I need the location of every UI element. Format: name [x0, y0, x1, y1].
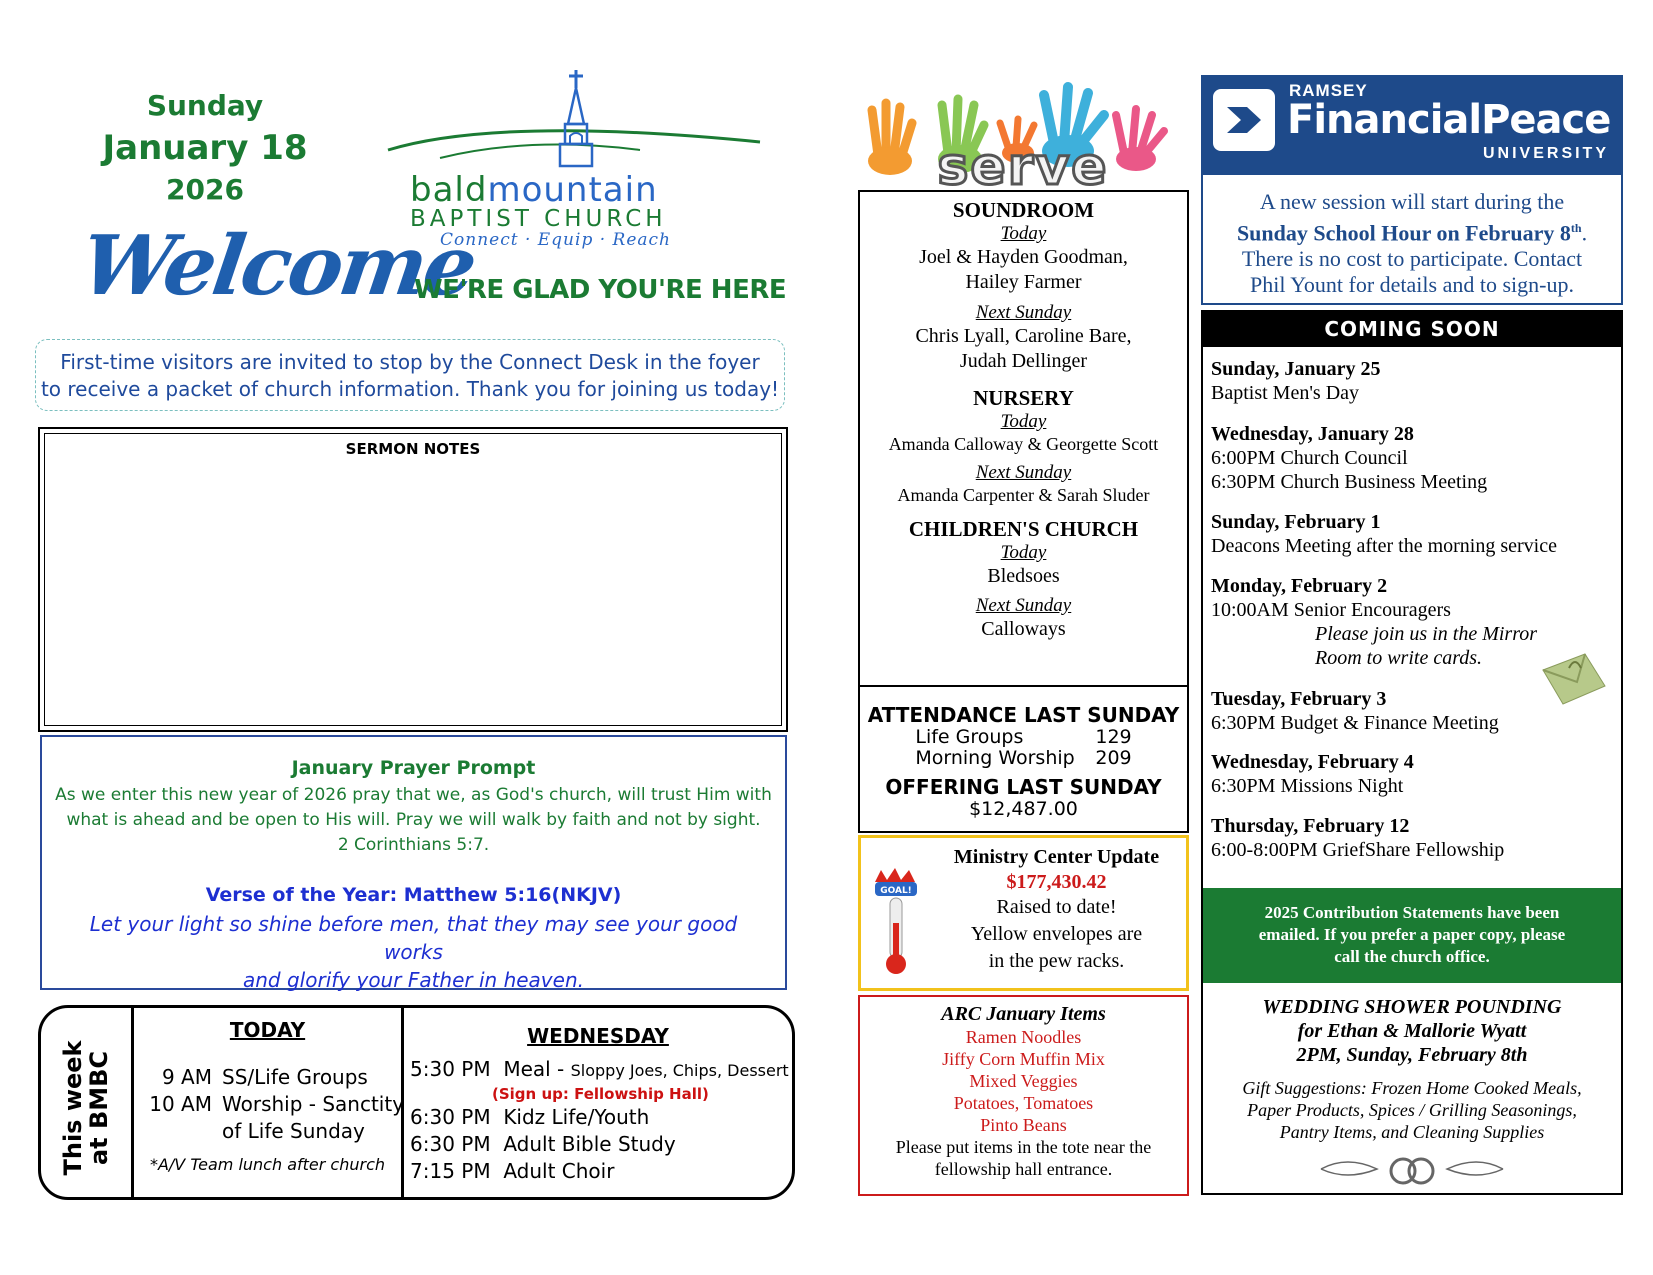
soundroom-today-label: Today	[1000, 223, 1047, 244]
arc-note: fellowship hall entrance.	[934, 1159, 1113, 1179]
coming-soon-box	[1201, 310, 1623, 1195]
church-tagline: Connect · Equip · Reach	[440, 230, 672, 250]
visitors-line-2: to receive a packet of church information. Thank you for joining us today!	[40, 377, 780, 401]
attendance-life-groups: Life Groups 129	[915, 726, 1132, 748]
attendance-title: ATTENDANCE LAST SUNDAY	[867, 703, 1180, 727]
wednesday-signup: (Sign up: Fellowship Hall)	[492, 1085, 709, 1103]
nursery-today-names: Amanda Calloway & Georgette Scott	[888, 434, 1159, 454]
mirror-note: Room to write cards.	[1315, 647, 1483, 669]
childrens-next-label: Next Sunday	[975, 595, 1072, 616]
date-day: Sunday	[146, 89, 264, 122]
attendance-section	[860, 685, 1187, 820]
sermon-notes-title: SERMON NOTES	[345, 440, 481, 458]
fpu-line-bold: Sunday School Hour on February 8th.	[1236, 220, 1588, 246]
date-year: 2026	[166, 173, 244, 206]
event-item: Thursday, February 12 6:00-8:00PM GriefShare Fellowship	[1211, 815, 1505, 861]
envelope-card-icon	[1539, 642, 1609, 712]
steeple-icon	[380, 66, 780, 176]
visitors-notice	[35, 339, 785, 411]
soundroom-next-names: Chris Lyall, Caroline Bare,	[915, 325, 1132, 347]
wedding-rings-icon	[1317, 1151, 1507, 1187]
today-column	[134, 1008, 404, 1197]
this-week-side	[41, 1008, 134, 1197]
wednesday-header: WEDNESDAY	[527, 1024, 669, 1048]
financial-peace-banner	[1201, 75, 1623, 175]
fpu-logo-icon	[1213, 89, 1275, 151]
soundroom-today-names: Joel & Hayden Goodman,	[919, 246, 1128, 268]
fpu-description	[1201, 175, 1623, 305]
soundroom-today-names: Hailey Farmer	[965, 271, 1082, 293]
today-note: *A/V Team lunch after church	[149, 1155, 386, 1174]
today-header: TODAY	[229, 1018, 306, 1042]
bulletin-date	[100, 86, 310, 210]
wednesday-event: 6:30 PM Adult Bible Study	[410, 1132, 676, 1156]
wednesday-meal: 5:30 PM Meal - Sloppy Joes, Chips, Dessert	[410, 1057, 789, 1081]
arc-item: Jiffy Corn Muffin Mix	[942, 1049, 1105, 1069]
coming-soon-title: COMING SOON	[1203, 312, 1621, 347]
church-name-line2: BAPTIST CHURCH	[410, 206, 667, 232]
offering-title: OFFERING LAST SUNDAY	[885, 775, 1162, 799]
this-week-label: This week at BMBC	[59, 1040, 113, 1176]
nursery-next-names: Amanda Carpenter & Sarah Sluder	[897, 485, 1150, 505]
nursery-today-label: Today	[1000, 411, 1047, 432]
ministry-line-2: Yellow envelopes are	[970, 923, 1143, 945]
wednesday-event: 6:30 PM Kidz Life/Youth	[410, 1105, 650, 1129]
sermon-notes-box[interactable]	[38, 427, 788, 732]
gift-suggestions: Paper Products, Spices / Grilling Seasonings,	[1247, 1100, 1577, 1120]
ministry-title: Ministry Center Update	[953, 846, 1160, 868]
event-item: Sunday, February 1 Deacons Meeting after the morning service	[1211, 511, 1557, 557]
mirror-note: Please join us in the Mirror	[1315, 623, 1538, 645]
event-item: Sunday, January 25 Baptist Men's Day	[1211, 358, 1381, 404]
fpu-line: Phil Yount for details and to sign-up.	[1250, 272, 1574, 298]
prayer-title: January Prayer Prompt	[291, 757, 536, 779]
serve-banner	[858, 75, 1188, 197]
arc-note: Please put items in the tote near the	[895, 1137, 1152, 1157]
wedding-title: WEDDING SHOWER POUNDING	[1262, 996, 1562, 1018]
arc-item: Mixed Veggies	[969, 1071, 1078, 1091]
fpu-brand-big: FinancialPeace	[1287, 97, 1611, 143]
gift-suggestions: Pantry Items, and Cleaning Supplies	[1279, 1122, 1545, 1142]
today-event: 10 AM Worship - Sanctity	[149, 1092, 405, 1116]
arc-item: Pinto Beans	[980, 1115, 1067, 1135]
event-item: Wednesday, February 4 6:30PM Missions Night	[1211, 751, 1414, 797]
thermometer-goal-icon	[869, 868, 929, 978]
wedding-shower	[1203, 995, 1621, 1192]
fpu-brand-sub: UNIVERSITY	[1482, 145, 1609, 162]
wedding-couple: for Ethan & Mallorie Wyatt	[1297, 1020, 1527, 1042]
arc-items-box	[858, 995, 1189, 1196]
serve-word: serve	[937, 137, 1109, 197]
prayer-reference: 2 Corinthians 5:7.	[337, 835, 490, 855]
today-event: 9 AM SS/Life Groups	[161, 1065, 368, 1089]
arc-item: Potatoes, Tomatoes	[953, 1093, 1094, 1113]
event-item: Monday, February 2 10:00AM Senior Encouragers Please join us in the Mirror Room to write cards.	[1211, 575, 1538, 669]
event-item: Wednesday, January 28 6:00PM Church Council 6:30PM Church Business Meeting	[1211, 423, 1488, 493]
verse-line-2: and glorify your Father in heaven.	[243, 968, 584, 992]
church-name: baldmountain	[410, 170, 658, 210]
verse-line-1: Let your light so shine before men, that they may see your good works	[89, 912, 738, 964]
childrens-church-heading: CHILDREN'S CHURCH	[908, 517, 1139, 541]
goal-label: GOAL!	[880, 886, 912, 896]
soundroom-next-label: Next Sunday	[975, 302, 1072, 323]
fpu-line: There is no cost to participate. Contact	[1241, 246, 1583, 272]
childrens-next-names: Calloways	[981, 618, 1066, 640]
this-week-schedule	[38, 1005, 795, 1200]
serve-schedule	[858, 190, 1189, 833]
nursery-next-label: Next Sunday	[975, 462, 1072, 483]
soundroom-next-names: Judah Dellinger	[959, 350, 1088, 372]
sermon-notes-inner	[44, 433, 782, 726]
ministry-line-3: in the pew racks.	[988, 950, 1125, 972]
visitors-line-1: First-time visitors are invited to stop by the Connect Desk in the foyer	[60, 350, 760, 374]
verse-title: Verse of the Year: Matthew 5:16(NKJV)	[205, 884, 622, 906]
childrens-today-names: Bledsoes	[987, 565, 1060, 587]
wednesday-column	[404, 1008, 792, 1197]
fpu-line: A new session will start during the	[1259, 189, 1565, 214]
offering-value: $12,487.00	[969, 798, 1078, 820]
ministry-line-1: Raised to date!	[996, 896, 1117, 918]
ministry-center-box	[858, 835, 1189, 991]
contribution-notice: 2025 Contribution Statements have been emailed. If you prefer a paper copy, please call the church office.	[1203, 888, 1621, 983]
welcome-script: Welcome	[75, 218, 481, 314]
event-item: Tuesday, February 3 6:30PM Budget & Finance Meeting	[1211, 688, 1499, 734]
attendance-worship: Morning Worship 209	[915, 747, 1132, 769]
ministry-amount: $177,430.42	[1006, 871, 1107, 893]
wedding-time: 2PM, Sunday, February 8th	[1296, 1044, 1528, 1066]
date-month-day: January 18	[102, 128, 308, 168]
childrens-today-label: Today	[1000, 542, 1047, 563]
wednesday-event: 7:15 PM Adult Choir	[410, 1159, 615, 1183]
gift-suggestions: Gift Suggestions: Frozen Home Cooked Meals,	[1242, 1078, 1582, 1098]
prayer-box	[40, 735, 787, 990]
arc-title: ARC January Items	[941, 1003, 1106, 1025]
arc-item: Ramen Noodles	[965, 1027, 1082, 1047]
nursery-heading: NURSERY	[973, 386, 1074, 410]
soundroom-heading: SOUNDROOM	[952, 198, 1095, 222]
prayer-body: As we enter this new year of 2026 pray that we, as God's church, will trust Him with what is ahead and be open to His will. Pray we will walk by faith and not by sight.	[55, 785, 772, 830]
today-event: of Life Sunday	[222, 1119, 365, 1143]
glad-banner: WE'RE GLAD YOU'RE HERE	[414, 275, 787, 305]
fpu-brand-small: RAMSEY	[1289, 81, 1368, 100]
